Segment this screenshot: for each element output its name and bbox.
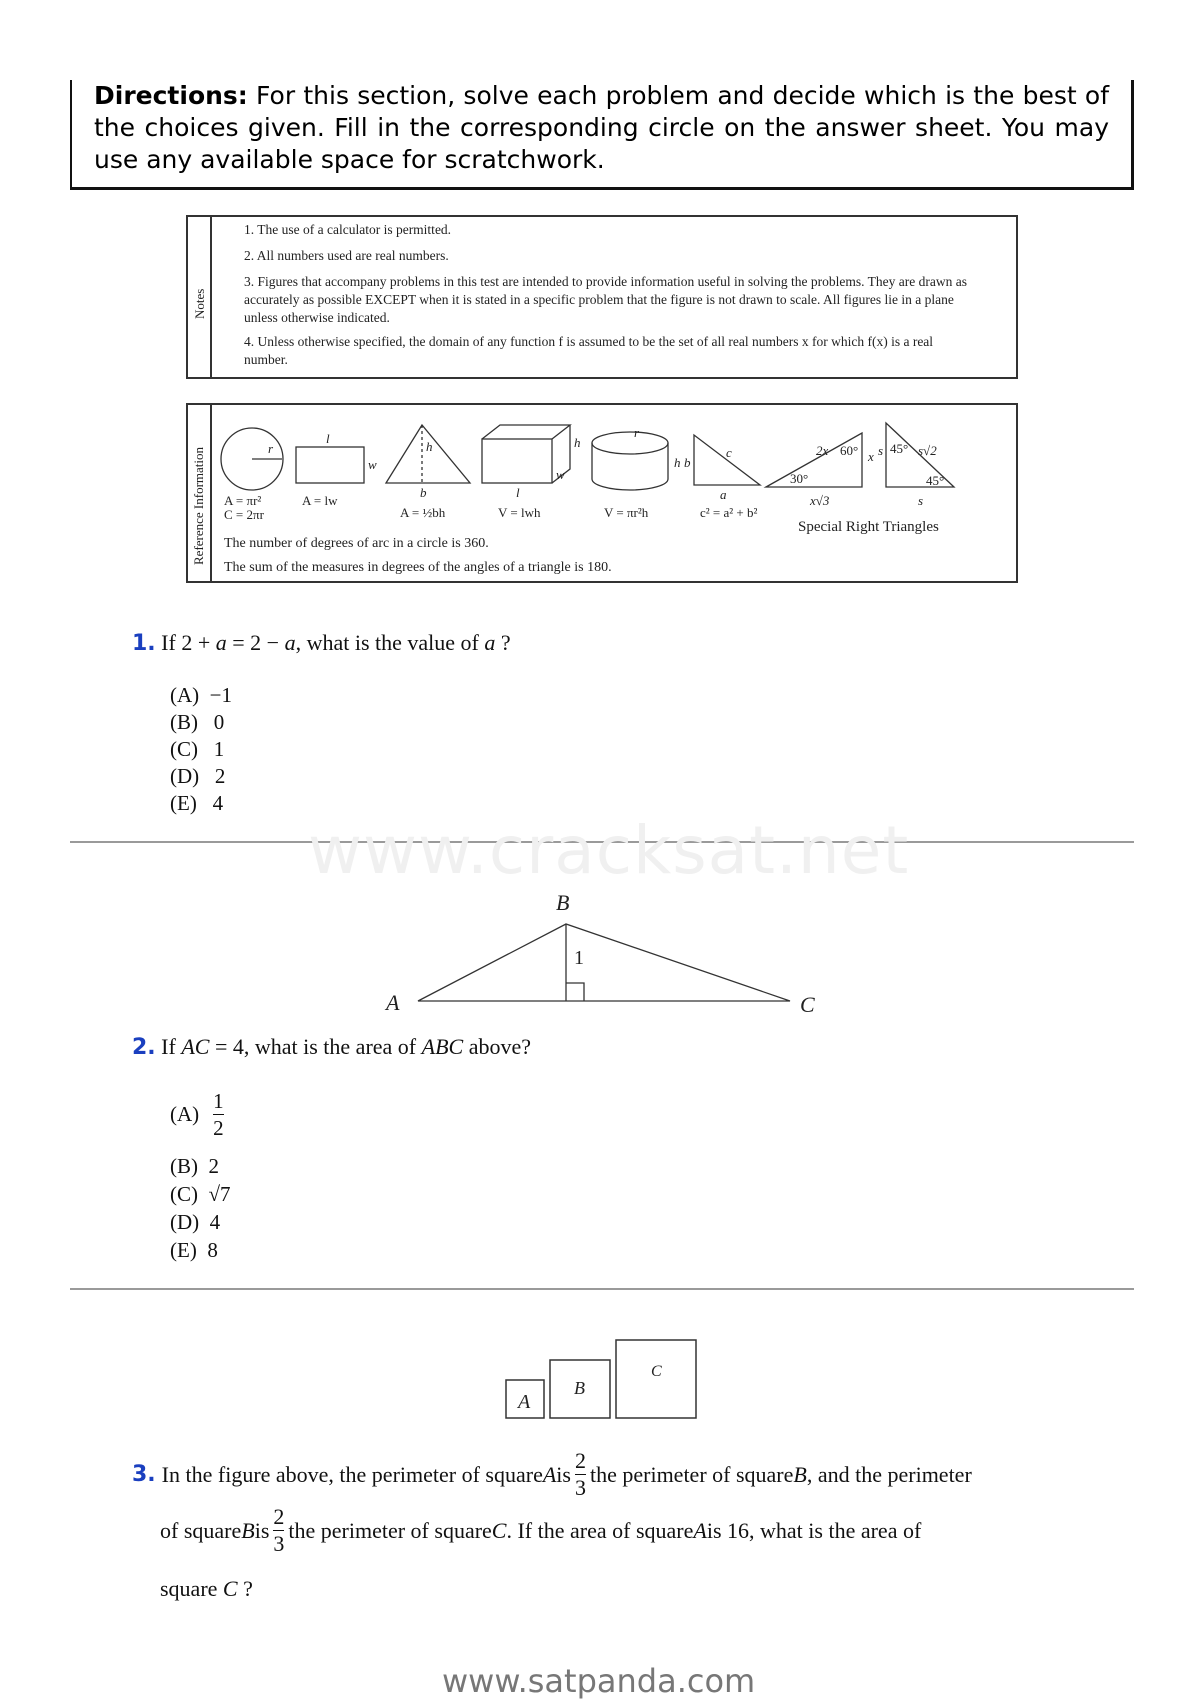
question-1-mid: = 2 − <box>226 630 285 655</box>
fig3-label-b: B <box>574 1378 585 1398</box>
label-s-root2: s√2 <box>918 443 937 458</box>
choice-letter: (B) <box>170 710 198 734</box>
choice-letter: (D) <box>170 764 200 788</box>
watermark: www.cracksat.net <box>308 812 910 889</box>
q3-text-2: the perimeter of square <box>589 1461 794 1487</box>
fraction-numerator: 1 <box>213 1088 224 1113</box>
formula-pythag: c² = a² + b² <box>700 505 758 520</box>
label-l2: l <box>516 485 520 500</box>
formula-cyl-volume: V = πr²h <box>604 505 649 520</box>
label-r2: r <box>634 425 640 440</box>
note-1: 1. The use of a calculator is permitted. <box>244 222 452 237</box>
q3-text-is: is <box>556 1461 571 1487</box>
choice-letter: (D) <box>170 1210 200 1234</box>
question-1-prefix: If 2 + <box>161 630 216 655</box>
rectangle-figure <box>296 447 364 483</box>
q3-text-3: , and the perimeter <box>806 1461 972 1487</box>
q1-choices <box>170 682 232 817</box>
fraction-two-thirds-1 <box>575 1448 586 1501</box>
choice-letter: (E) <box>170 791 197 815</box>
q2-choice-b[interactable] <box>170 1152 231 1180</box>
notes-tab <box>188 217 212 377</box>
figure-triangle-abc <box>370 880 840 1020</box>
q1-choice-e[interactable] <box>170 790 232 817</box>
label-a: a <box>720 487 727 502</box>
var-a: A <box>542 1461 557 1487</box>
reference-tab-label: Reference Information <box>191 446 206 565</box>
q2-choice-e[interactable] <box>170 1236 231 1264</box>
q1-choice-c[interactable] <box>170 736 232 763</box>
fig2-height-label: 1 <box>574 947 584 969</box>
fraction-two-thirds-2 <box>273 1504 284 1557</box>
cylinder-figure <box>592 432 668 454</box>
label-s2: s <box>918 493 924 508</box>
question-1-suffix: , what is the value of <box>295 630 485 655</box>
label-60: 60° <box>840 443 859 458</box>
q1-choice-d[interactable] <box>170 763 232 790</box>
question-3-line-2 <box>160 1504 921 1557</box>
fig3-label-a: A <box>518 1391 531 1413</box>
choice-letter: (A) <box>170 683 200 707</box>
q3-text-1: In the figure above, the perimeter of square <box>161 1461 543 1487</box>
reference-box <box>186 403 1018 583</box>
figure-squares <box>500 1336 710 1426</box>
right-triangle-figure <box>694 435 760 485</box>
box-figure <box>482 439 552 483</box>
question-3-line-1 <box>132 1448 972 1501</box>
label-h1: h <box>426 439 433 454</box>
question-1-end: ? <box>495 630 511 655</box>
notes-tab-label: Notes <box>192 288 207 319</box>
choice-value: 4 <box>209 1210 221 1234</box>
label-w2: w <box>556 467 565 482</box>
q3-text-end: ? <box>237 1576 253 1601</box>
choice-value: 2 <box>208 1154 219 1178</box>
fig2-label-c: C <box>800 992 815 1017</box>
fact-arc: The number of degrees of arc in a circle is 360. <box>224 536 489 551</box>
choice-value: −1 <box>209 683 232 707</box>
formula-rect-area: A = lw <box>302 493 338 508</box>
footer-url: www.satpanda.com <box>442 1662 756 1700</box>
q3-text-is: is <box>254 1517 270 1543</box>
q3-text-8: square <box>160 1576 223 1601</box>
choice-value: 2 <box>214 764 226 788</box>
var-b: B <box>241 1517 255 1543</box>
notes-box <box>186 215 1018 379</box>
choice-value: 4 <box>212 791 224 815</box>
label-45b: 45° <box>926 473 945 488</box>
choice-value: 1 <box>213 737 225 761</box>
label-45a: 45° <box>890 441 909 456</box>
note-4: 4. Unless otherwise specified, the domain of any function f is assumed to be the set of all real numbers x for which f(x) is a real number. <box>244 334 934 367</box>
question-3-line-3 <box>160 1576 253 1602</box>
var-b: B <box>793 1461 807 1487</box>
special-triangles-label: Special Right Triangles <box>798 519 939 535</box>
choice-value: √7 <box>208 1182 231 1206</box>
note-3: 3. Figures that accompany problems in this test are intended to provide information useful in solving the problems. They are drawn as accurately as possible EXCEPT when it is stated in a specific problem that the figure is not drawn to scale. All figures lie in a plane unless otherwise indicated. <box>244 274 967 325</box>
question-2-if: If <box>161 1034 182 1059</box>
label-b1: b <box>420 485 427 500</box>
choice-letter: (E) <box>170 1238 197 1262</box>
choice-letter: (B) <box>170 1154 198 1178</box>
formula-circle-circ: C = 2πr <box>224 507 264 522</box>
question-2-eq: = 4, what is the area of <box>209 1034 422 1059</box>
triangle-figure <box>386 425 470 483</box>
reference-tab <box>188 405 212 581</box>
fraction-numerator: 2 <box>273 1504 285 1529</box>
q2-choice-d[interactable] <box>170 1208 231 1236</box>
question-3-number: 3. <box>132 1462 156 1487</box>
choice-letter: (A) <box>170 1101 200 1126</box>
label-w1: w <box>368 457 377 472</box>
fraction-denominator: 3 <box>574 1475 586 1500</box>
var-a-1: a <box>215 630 227 655</box>
var-c: C <box>491 1517 507 1543</box>
question-2 <box>132 1034 531 1060</box>
question-2-number: 2. <box>132 1035 156 1060</box>
choice-letter: (C) <box>170 737 198 761</box>
fig2-label-b: B <box>556 890 570 915</box>
directions-text: For this section, solve each problem and decide which is the best of the choices given. Fill in the corresponding circle on the answer sheet. You may use any available space for scratchwork. <box>94 81 1109 174</box>
var-a: A <box>693 1517 707 1543</box>
fig2-label-a: A <box>386 990 400 1015</box>
var-ac: AC <box>181 1034 210 1059</box>
fraction-denominator: 3 <box>273 1531 285 1556</box>
q2-choice-a[interactable] <box>170 1084 224 1144</box>
label-r1: r <box>268 441 274 456</box>
q3-text-7: is 16, what is the area of <box>706 1517 922 1543</box>
question-1-number: 1. <box>132 631 156 656</box>
var-abc: ABC <box>421 1034 464 1059</box>
divider-2 <box>70 1288 1134 1290</box>
label-x-root3: x√3 <box>810 493 830 508</box>
triangle-30-60-90 <box>766 433 862 487</box>
q3-text-6: . If the area of square <box>506 1517 694 1543</box>
question-1 <box>132 630 511 656</box>
label-h3: h <box>674 455 681 470</box>
label-x: x <box>868 449 874 464</box>
q1-choice-a[interactable] <box>170 682 232 709</box>
label-h2: h <box>574 435 581 450</box>
choice-value: 8 <box>207 1238 218 1262</box>
q3-text-5: the perimeter of square <box>288 1517 492 1543</box>
question-2-end: above? <box>463 1034 531 1059</box>
var-a-2: a <box>284 630 296 655</box>
label-l1: l <box>326 431 330 446</box>
formula-box-volume: V = lwh <box>498 505 541 520</box>
fig3-label-c: C <box>651 1363 662 1380</box>
q2-choices <box>170 1152 231 1264</box>
fraction-numerator: 2 <box>574 1448 586 1473</box>
reference-figures <box>210 405 1018 581</box>
q1-choice-b[interactable] <box>170 709 232 736</box>
var-a-3: a <box>484 630 496 655</box>
choice-value: 0 <box>213 710 225 734</box>
label-2x: 2x <box>816 443 829 458</box>
directions-label: Directions: <box>94 81 248 110</box>
formula-circle-area: A = πr² <box>224 493 262 508</box>
q2-choice-c[interactable] <box>170 1180 231 1208</box>
label-30: 30° <box>790 471 809 486</box>
fact-triangle: The sum of the measures in degrees of the angles of a triangle is 180. <box>224 560 612 575</box>
var-c: C <box>222 1576 238 1601</box>
formula-tri-area: A = ½bh <box>400 505 446 520</box>
note-2: 2. All numbers used are real numbers. <box>244 248 449 263</box>
directions-box <box>70 80 1134 190</box>
q3-text-4: of square <box>160 1517 242 1543</box>
choice-letter: (C) <box>170 1182 198 1206</box>
fraction-denominator: 2 <box>213 1115 224 1140</box>
label-b2: b <box>684 455 691 470</box>
label-s1: s <box>878 443 884 458</box>
label-c: c <box>726 445 732 460</box>
fraction-one-half <box>213 1088 224 1141</box>
